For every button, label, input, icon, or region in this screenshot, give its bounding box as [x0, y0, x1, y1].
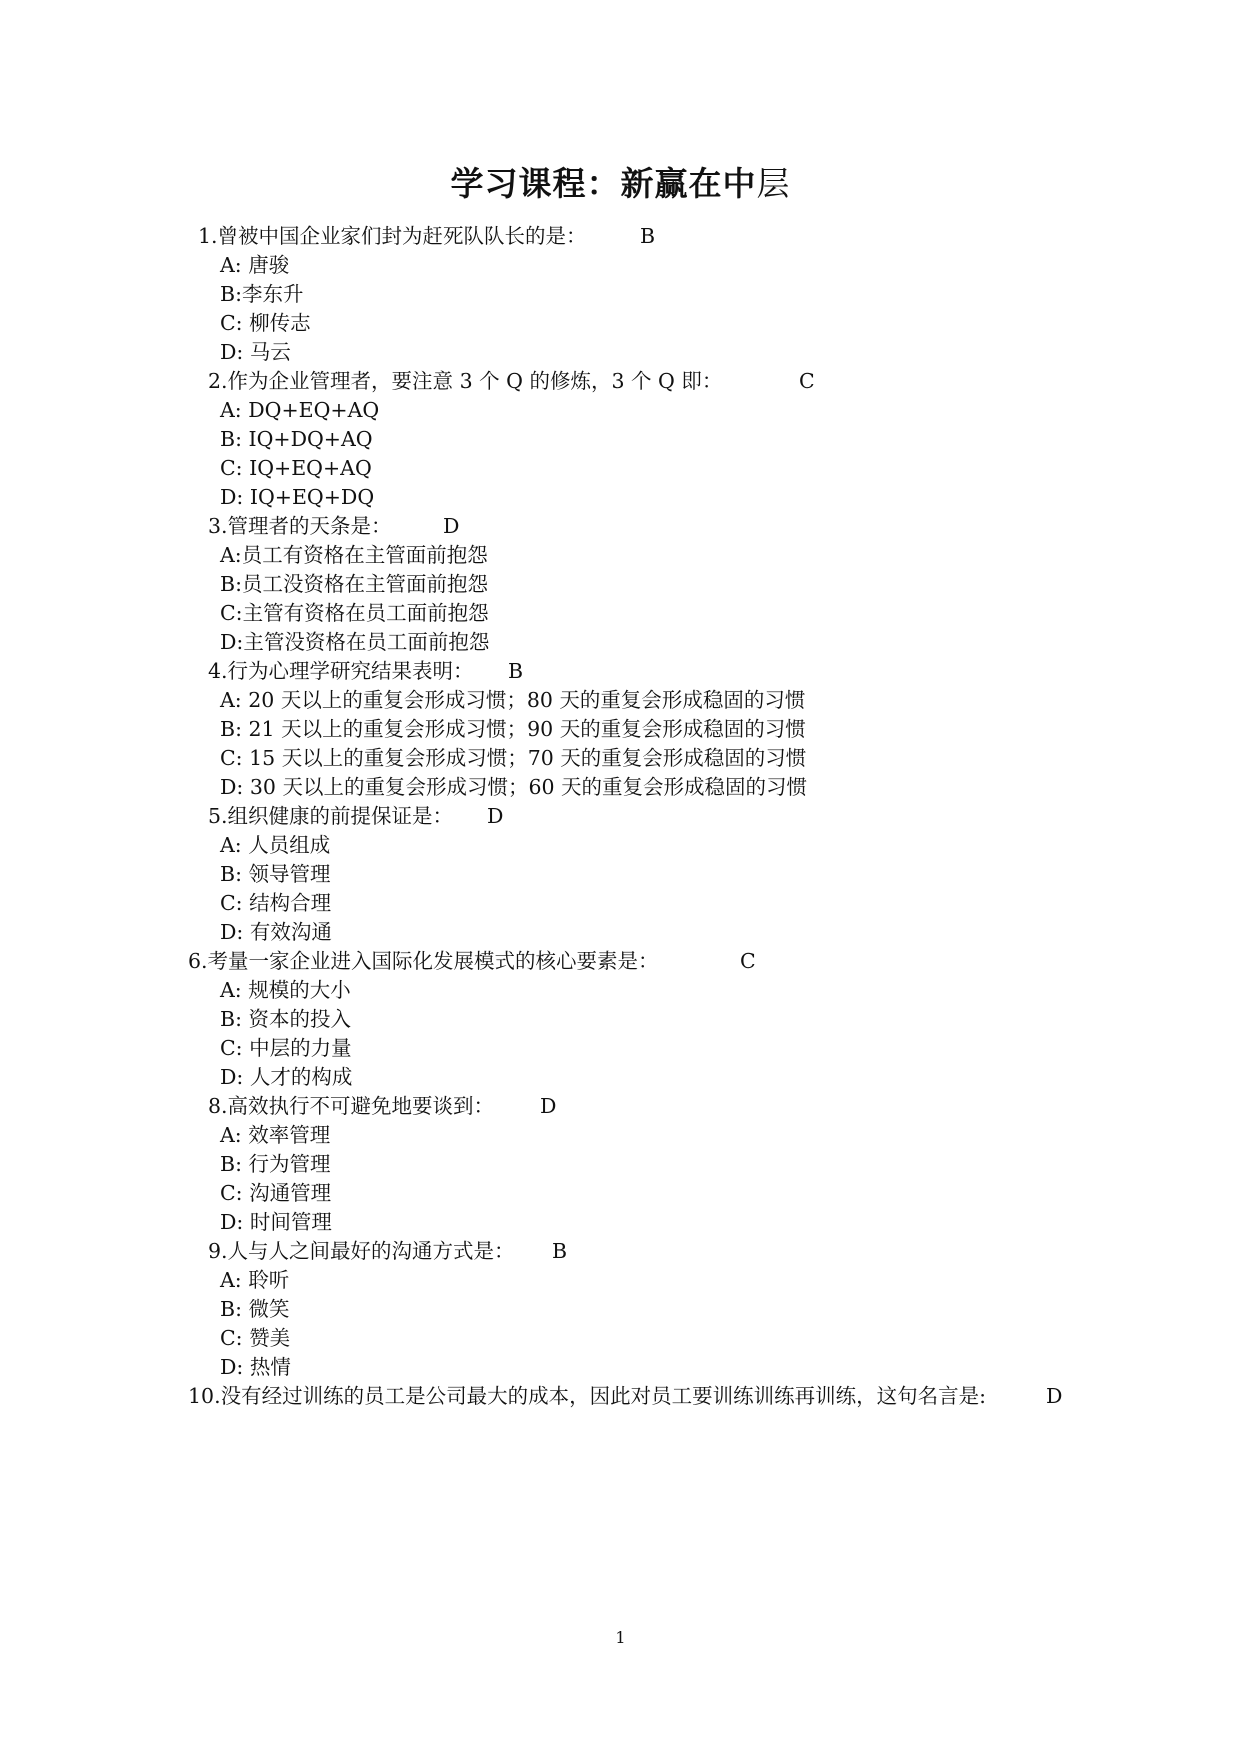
- option-5a: A: 人员组成: [220, 833, 331, 857]
- option-5c: C: 结构合理: [220, 891, 332, 915]
- option-4c: C: 15 天以上的重复会形成习惯；70 天的重复会形成稳固的习惯: [220, 746, 807, 770]
- answer-4: B: [508, 659, 524, 683]
- answer-3: D: [443, 514, 460, 538]
- option-9b: B: 微笑: [220, 1297, 290, 1321]
- option-8b: B: 行为管理: [220, 1152, 331, 1176]
- option-6b: B: 资本的投入: [220, 1007, 351, 1031]
- option-1c: C: 柳传志: [220, 311, 311, 335]
- answer-5: D: [487, 804, 504, 828]
- option-1b: B:李东升: [220, 282, 304, 306]
- option-2a: A: DQ+EQ+AQ: [220, 398, 380, 422]
- option-1d: D: 马云: [220, 340, 291, 364]
- option-5d: D: 有效沟通: [220, 920, 332, 944]
- question-9: 9.人与人之间最好的沟通方式是：: [208, 1239, 515, 1263]
- option-8c: C: 沟通管理: [220, 1181, 332, 1205]
- question-3: 3.管理者的天条是：: [208, 514, 392, 538]
- option-8a: A: 效率管理: [220, 1123, 331, 1147]
- answer-1: B: [640, 224, 656, 248]
- answer-10: D: [1046, 1384, 1063, 1408]
- page-number: 1: [615, 1628, 626, 1647]
- option-9a: A: 聆听: [220, 1268, 290, 1292]
- answer-8: D: [540, 1094, 557, 1118]
- option-1a: A: 唐骏: [220, 253, 290, 277]
- option-6a: A: 规模的大小: [220, 978, 351, 1002]
- option-2c: C: IQ+EQ+AQ: [220, 456, 372, 480]
- question-1: 1.曾被中国企业家们封为赶死队队长的是：: [198, 224, 587, 248]
- option-2d: D: IQ+EQ+DQ: [220, 485, 375, 509]
- option-6c: C: 中层的力量: [220, 1036, 352, 1060]
- option-4d: D: 30 天以上的重复会形成习惯；60 天的重复会形成稳固的习惯: [220, 775, 808, 799]
- option-4b: B: 21 天以上的重复会形成习惯；90 天的重复会形成稳固的习惯: [220, 717, 806, 741]
- question-6: 6.考量一家企业进入国际化发展模式的核心要素是：: [188, 949, 659, 973]
- option-8d: D: 时间管理: [220, 1210, 332, 1234]
- option-3a: A:员工有资格在主管面前抱怨: [220, 543, 488, 567]
- question-5: 5.组织健康的前提保证是：: [208, 804, 454, 828]
- option-3d: D:主管没资格在员工面前抱怨: [220, 630, 490, 654]
- question-4: 4.行为心理学研究结果表明：: [208, 659, 474, 683]
- option-9d: D: 热情: [220, 1355, 291, 1379]
- answer-6: C: [740, 949, 756, 973]
- option-3c: C:主管有资格在员工面前抱怨: [220, 601, 489, 625]
- option-4a: A: 20 天以上的重复会形成习惯；80 天的重复会形成稳固的习惯: [220, 688, 806, 712]
- answer-2: C: [799, 369, 815, 393]
- option-2b: B: IQ+DQ+AQ: [220, 427, 373, 451]
- option-3b: B:员工没资格在主管面前抱怨: [220, 572, 488, 596]
- answer-9: B: [552, 1239, 568, 1263]
- question-8: 8.高效执行不可避免地要谈到：: [208, 1094, 495, 1118]
- question-10: 10.没有经过训练的员工是公司最大的成本，因此对员工要训练训练再训练，这句名言是:: [188, 1384, 987, 1408]
- option-6d: D: 人才的构成: [220, 1065, 353, 1089]
- option-9c: C: 赞美: [220, 1326, 291, 1350]
- option-5b: B: 领导管理: [220, 862, 331, 886]
- question-2: 2.作为企业管理者，要注意 3 个 Q 的修炼，3 个 Q 即：: [208, 369, 723, 393]
- document-title: 学习课程：新赢在中层: [450, 164, 791, 203]
